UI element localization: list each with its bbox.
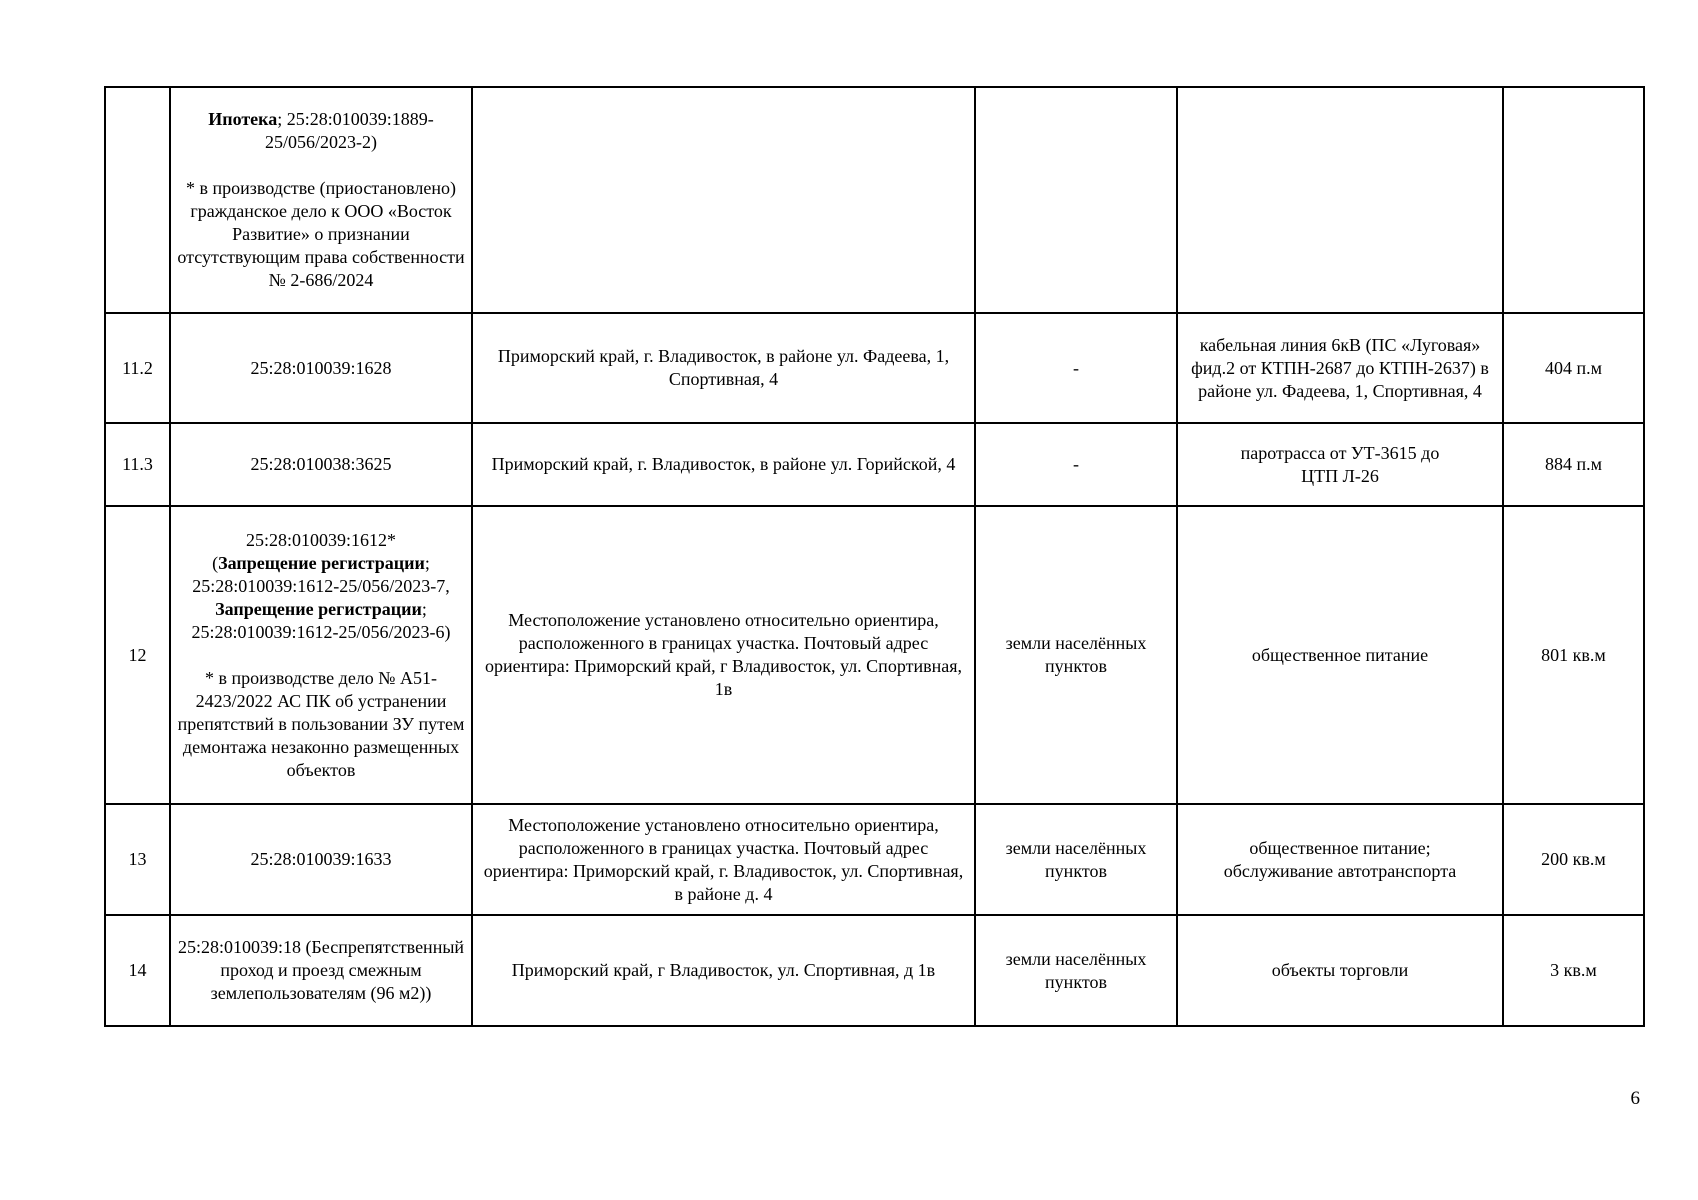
encumbrance-text: (Запрещение регистрации; 25:28:010039:1612-25/056/2023-7, Запрещение регистрации; 25:28:010039:1612-25/056/2023-6) (191, 552, 451, 642)
permitted-use-cell (1177, 87, 1503, 313)
table-row (105, 915, 1644, 1026)
land-category-cell (975, 87, 1177, 313)
cadastral-number-cell: 25:28:010039:1628 (170, 313, 472, 423)
encumbrance-text: Ипотека; 25:28:010039:1889-25/056/2023-2) (208, 109, 434, 152)
address-cell: Приморский край, г Владивосток, ул. Спортивная, д 1в (472, 915, 975, 1026)
row-number-cell (105, 87, 170, 313)
area-cell: 801 кв.м (1503, 506, 1644, 804)
land-category-cell: земли населённых пунктов (975, 915, 1177, 1026)
row-number-cell: 11.2 (105, 313, 170, 423)
table-row (105, 804, 1644, 915)
page-number: 6 (1630, 1088, 1640, 1109)
litigation-note: * в производстве дело № А51-2423/2022 АС ПК об устранении препятствий в пользовании ЗУ путем демонтажа незаконно размещенных объектов (177, 667, 465, 780)
area-cell: 3 кв.м (1503, 915, 1644, 1026)
area-cell: 200 кв.м (1503, 804, 1644, 915)
address-cell: Приморский край, г. Владивосток, в районе ул. Горийской, 4 (472, 423, 975, 506)
table-row (105, 506, 1644, 804)
land-category-cell: земли населённых пунктов (975, 506, 1177, 804)
cadastral-number-cell: 25:28:010039:1633 (170, 804, 472, 915)
area-cell: 884 п.м (1503, 423, 1644, 506)
permitted-use-cell: общественное питание (1177, 506, 1503, 804)
litigation-note: * в производстве (приостановлено) гражданское дело к ООО «Восток Развитие» о признании отсутствующим права собственности № 2-686/2024 (177, 178, 465, 290)
cadastral-number-cell (170, 87, 472, 313)
encumbrance-type: Запрещение регистрации (218, 552, 425, 573)
address-cell (472, 87, 975, 313)
land-plots-table (104, 86, 1645, 1027)
cadastral-number-cell: 25:28:010039:1612* (Запрещение регистрации; 25:28:010039:1612-25/056/2023-7, Запрещение регистрации; 25:28:010039:1612-25/056/2023-6) * в производстве дело № А51-2423/2022 АС ПК об устранении препятствий в пользовании ЗУ путем демонтажа незаконно размещенных объектов (170, 506, 472, 804)
land-category-cell: земли населённых пунктов (975, 804, 1177, 915)
row-number-cell: 14 (105, 915, 170, 1026)
land-category-cell: - (975, 423, 1177, 506)
row-number-cell: 12 (105, 506, 170, 804)
area-cell: 404 п.м (1503, 313, 1644, 423)
table-row (105, 423, 1644, 506)
cadastral-number-cell: 25:28:010038:3625 (170, 423, 472, 506)
permitted-use-cell: общественное питание; обслуживание автотранспорта (1177, 804, 1503, 915)
row-number-cell: 13 (105, 804, 170, 915)
permitted-use-cell: объекты торговли (1177, 915, 1503, 1026)
permitted-use-cell: кабельная линия 6кВ (ПС «Луговая» фид.2 от КТПН-2687 до КТПН-2637) в районе ул. Фадеева, 1, Спортивная, 4 (1177, 313, 1503, 423)
area-cell (1503, 87, 1644, 313)
table-row (105, 313, 1644, 423)
address-cell: Приморский край, г. Владивосток, в районе ул. Фадеева, 1, Спортивная, 4 (472, 313, 975, 423)
table-row (105, 87, 1644, 313)
encumbrance-type: Запрещение регистрации (215, 598, 422, 619)
encumbrance-type: Ипотека (208, 109, 278, 129)
permitted-use-cell: паротрасса от УТ-3615 до ЦТП Л-26 (1177, 423, 1503, 506)
cadastral-number-cell: 25:28:010039:18 (Беспрепятственный проход и проезд смежным землепользователям (96 м2)) (170, 915, 472, 1026)
row-number-cell: 11.3 (105, 423, 170, 506)
address-cell: Местоположение установлено относительно ориентира, расположенного в границах участка. Почтовый адрес ориентира: Приморский край, г Владивосток, ул. Спортивная, 1в (472, 506, 975, 804)
address-cell: Местоположение установлено относительно ориентира, расположенного в границах участка. Почтовый адрес ориентира: Приморский край, г. Владивосток, ул. Спортивная, в районе д. 4 (472, 804, 975, 915)
land-category-cell: - (975, 313, 1177, 423)
